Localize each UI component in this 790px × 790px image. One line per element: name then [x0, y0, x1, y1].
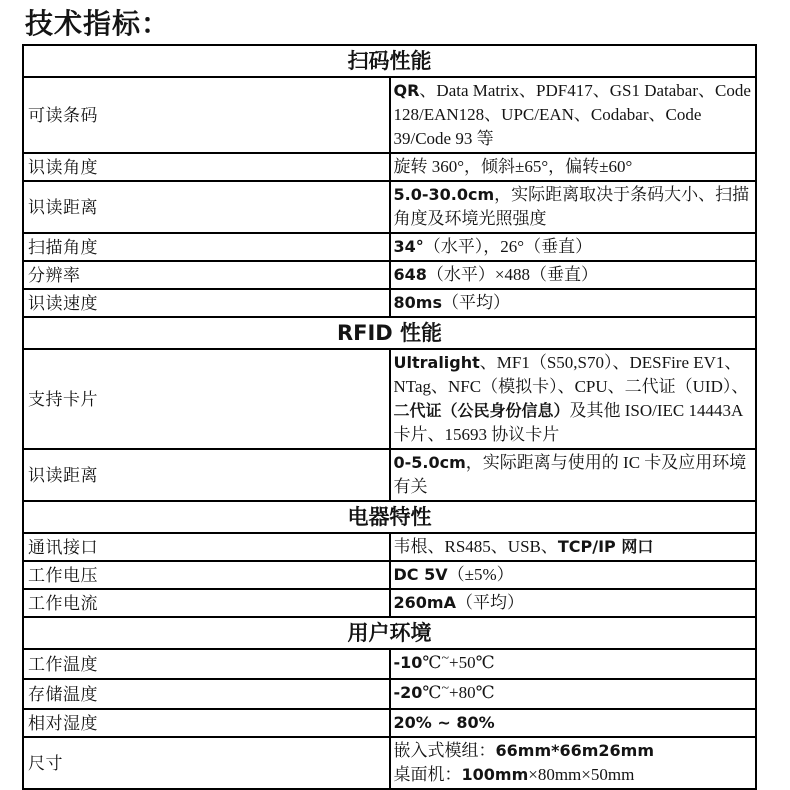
section-header: RFID 性能 [23, 317, 756, 349]
row-label: 识读角度 [23, 153, 390, 181]
table-row [23, 181, 756, 233]
row-label: 识读距离 [23, 449, 390, 501]
section-header-row [23, 501, 756, 533]
text-segment: 韦根、RS485、USB、 [393, 537, 558, 556]
text-segment: ×80mm×50mm [528, 765, 635, 784]
row-value [390, 289, 757, 317]
text-segment: （水平）×488（垂直） [426, 265, 598, 284]
row-label: 存储温度 [23, 679, 390, 709]
row-label: 支持卡片 [23, 349, 390, 449]
text-segment: （平均） [455, 593, 524, 612]
text-segment: +50℃ [448, 653, 495, 672]
text-segment: 、Data Matrix、PDF417、GS1 Databar、Code 128/EAN128、UPC/EAN、Codabar、Code 39/Code 93 等 [393, 81, 751, 148]
text-segment: 、MF1（S50,S70）、DESFire EV1、NTag、NFC（模拟卡）、CPU、二代证（UID）、 [393, 353, 749, 396]
text-segment: ~ [441, 651, 449, 666]
text-segment: 桌面机： [393, 765, 462, 784]
text-segment: DC 5V [393, 565, 448, 584]
text-segment: （±5%） [447, 565, 514, 584]
table-row [23, 77, 756, 153]
text-segment: 20% ~ 80% [393, 713, 495, 732]
section-header: 电器特性 [23, 501, 756, 533]
text-segment: TCP/IP 网口 [557, 537, 654, 556]
table-row [23, 679, 756, 709]
row-label: 识读距离 [23, 181, 390, 233]
value-line [394, 681, 753, 707]
row-value [390, 349, 757, 449]
table-row [23, 561, 756, 589]
value-line [394, 651, 753, 677]
text-segment: 80ms [393, 293, 442, 312]
table-row [23, 289, 756, 317]
table-row [23, 533, 756, 561]
row-label: 尺寸 [23, 737, 390, 789]
row-value [390, 449, 757, 501]
table-row [23, 153, 756, 181]
text-segment: 二代证（公民身份信息） [393, 401, 570, 420]
text-segment: Ultralight [393, 353, 480, 372]
row-value [390, 709, 757, 737]
text-segment: QR [393, 81, 420, 100]
value-line [394, 79, 753, 151]
table-row [23, 589, 756, 617]
text-segment: 100mm [461, 765, 529, 784]
text-segment: 260mA [393, 593, 456, 612]
table-row [23, 233, 756, 261]
row-value [390, 233, 757, 261]
row-label: 通讯接口 [23, 533, 390, 561]
row-value [390, 77, 757, 153]
table-row [23, 449, 756, 501]
page-title: 技术指标： [25, 7, 171, 40]
text-segment: ，实际距离取决于条码大小、扫描角度及环境光照强度 [393, 185, 750, 228]
text-segment: 0-5.0cm [393, 453, 466, 472]
section-header-row [23, 45, 756, 77]
table-row [23, 261, 756, 289]
text-segment: 5.0-30.0cm [393, 185, 495, 204]
table-row [23, 737, 756, 789]
row-value [390, 261, 757, 289]
table-row [23, 649, 756, 679]
value-line [394, 535, 753, 559]
row-value [390, 589, 757, 617]
spec-table [22, 44, 757, 790]
row-value [390, 737, 757, 789]
text-segment: （平均） [441, 293, 510, 312]
text-segment: 66mm*66m26mm [495, 741, 655, 760]
text-segment: ~ [441, 681, 449, 696]
value-line [394, 763, 753, 787]
value-line [394, 563, 753, 587]
value-line [394, 155, 753, 179]
table-row [23, 349, 756, 449]
section-header-row [23, 617, 756, 649]
row-value [390, 153, 757, 181]
table-row [23, 709, 756, 737]
row-value [390, 649, 757, 679]
value-line [394, 451, 753, 499]
row-value [390, 679, 757, 709]
row-label: 分辨率 [23, 261, 390, 289]
row-label: 可读条码 [23, 77, 390, 153]
value-line [394, 263, 753, 287]
row-value [390, 533, 757, 561]
value-line [394, 351, 753, 447]
section-header: 扫码性能 [23, 45, 756, 77]
row-label: 工作电压 [23, 561, 390, 589]
value-line [394, 291, 753, 315]
text-segment: +80℃ [448, 683, 495, 702]
text-segment: 嵌入式模组： [393, 741, 496, 760]
text-segment: -10 [393, 653, 423, 672]
row-value [390, 181, 757, 233]
text-segment: 及其他 ISO/IEC 14443A 卡片、15693 协议卡片 [393, 401, 743, 444]
row-label: 扫描角度 [23, 233, 390, 261]
row-label: 工作温度 [23, 649, 390, 679]
text-segment: ℃ [422, 683, 442, 702]
row-label: 识读速度 [23, 289, 390, 317]
value-line [394, 711, 753, 735]
value-line [394, 591, 753, 615]
section-header-row [23, 317, 756, 349]
value-line [394, 235, 753, 259]
value-line [394, 739, 753, 763]
text-segment: ，实际距离与使用的 IC 卡及应用环境有关 [393, 453, 747, 496]
row-label: 工作电流 [23, 589, 390, 617]
row-value [390, 561, 757, 589]
text-segment: 648 [393, 265, 427, 284]
value-line [394, 183, 753, 231]
row-label: 相对湿度 [23, 709, 390, 737]
section-header: 用户环境 [23, 617, 756, 649]
text-segment: 旋转 360°，倾斜±65°，偏转±60° [393, 157, 633, 176]
text-segment: （水平），26°（垂直） [423, 237, 593, 256]
text-segment: 34° [393, 237, 424, 256]
text-segment: -20 [393, 683, 423, 702]
text-segment: ℃ [422, 653, 442, 672]
